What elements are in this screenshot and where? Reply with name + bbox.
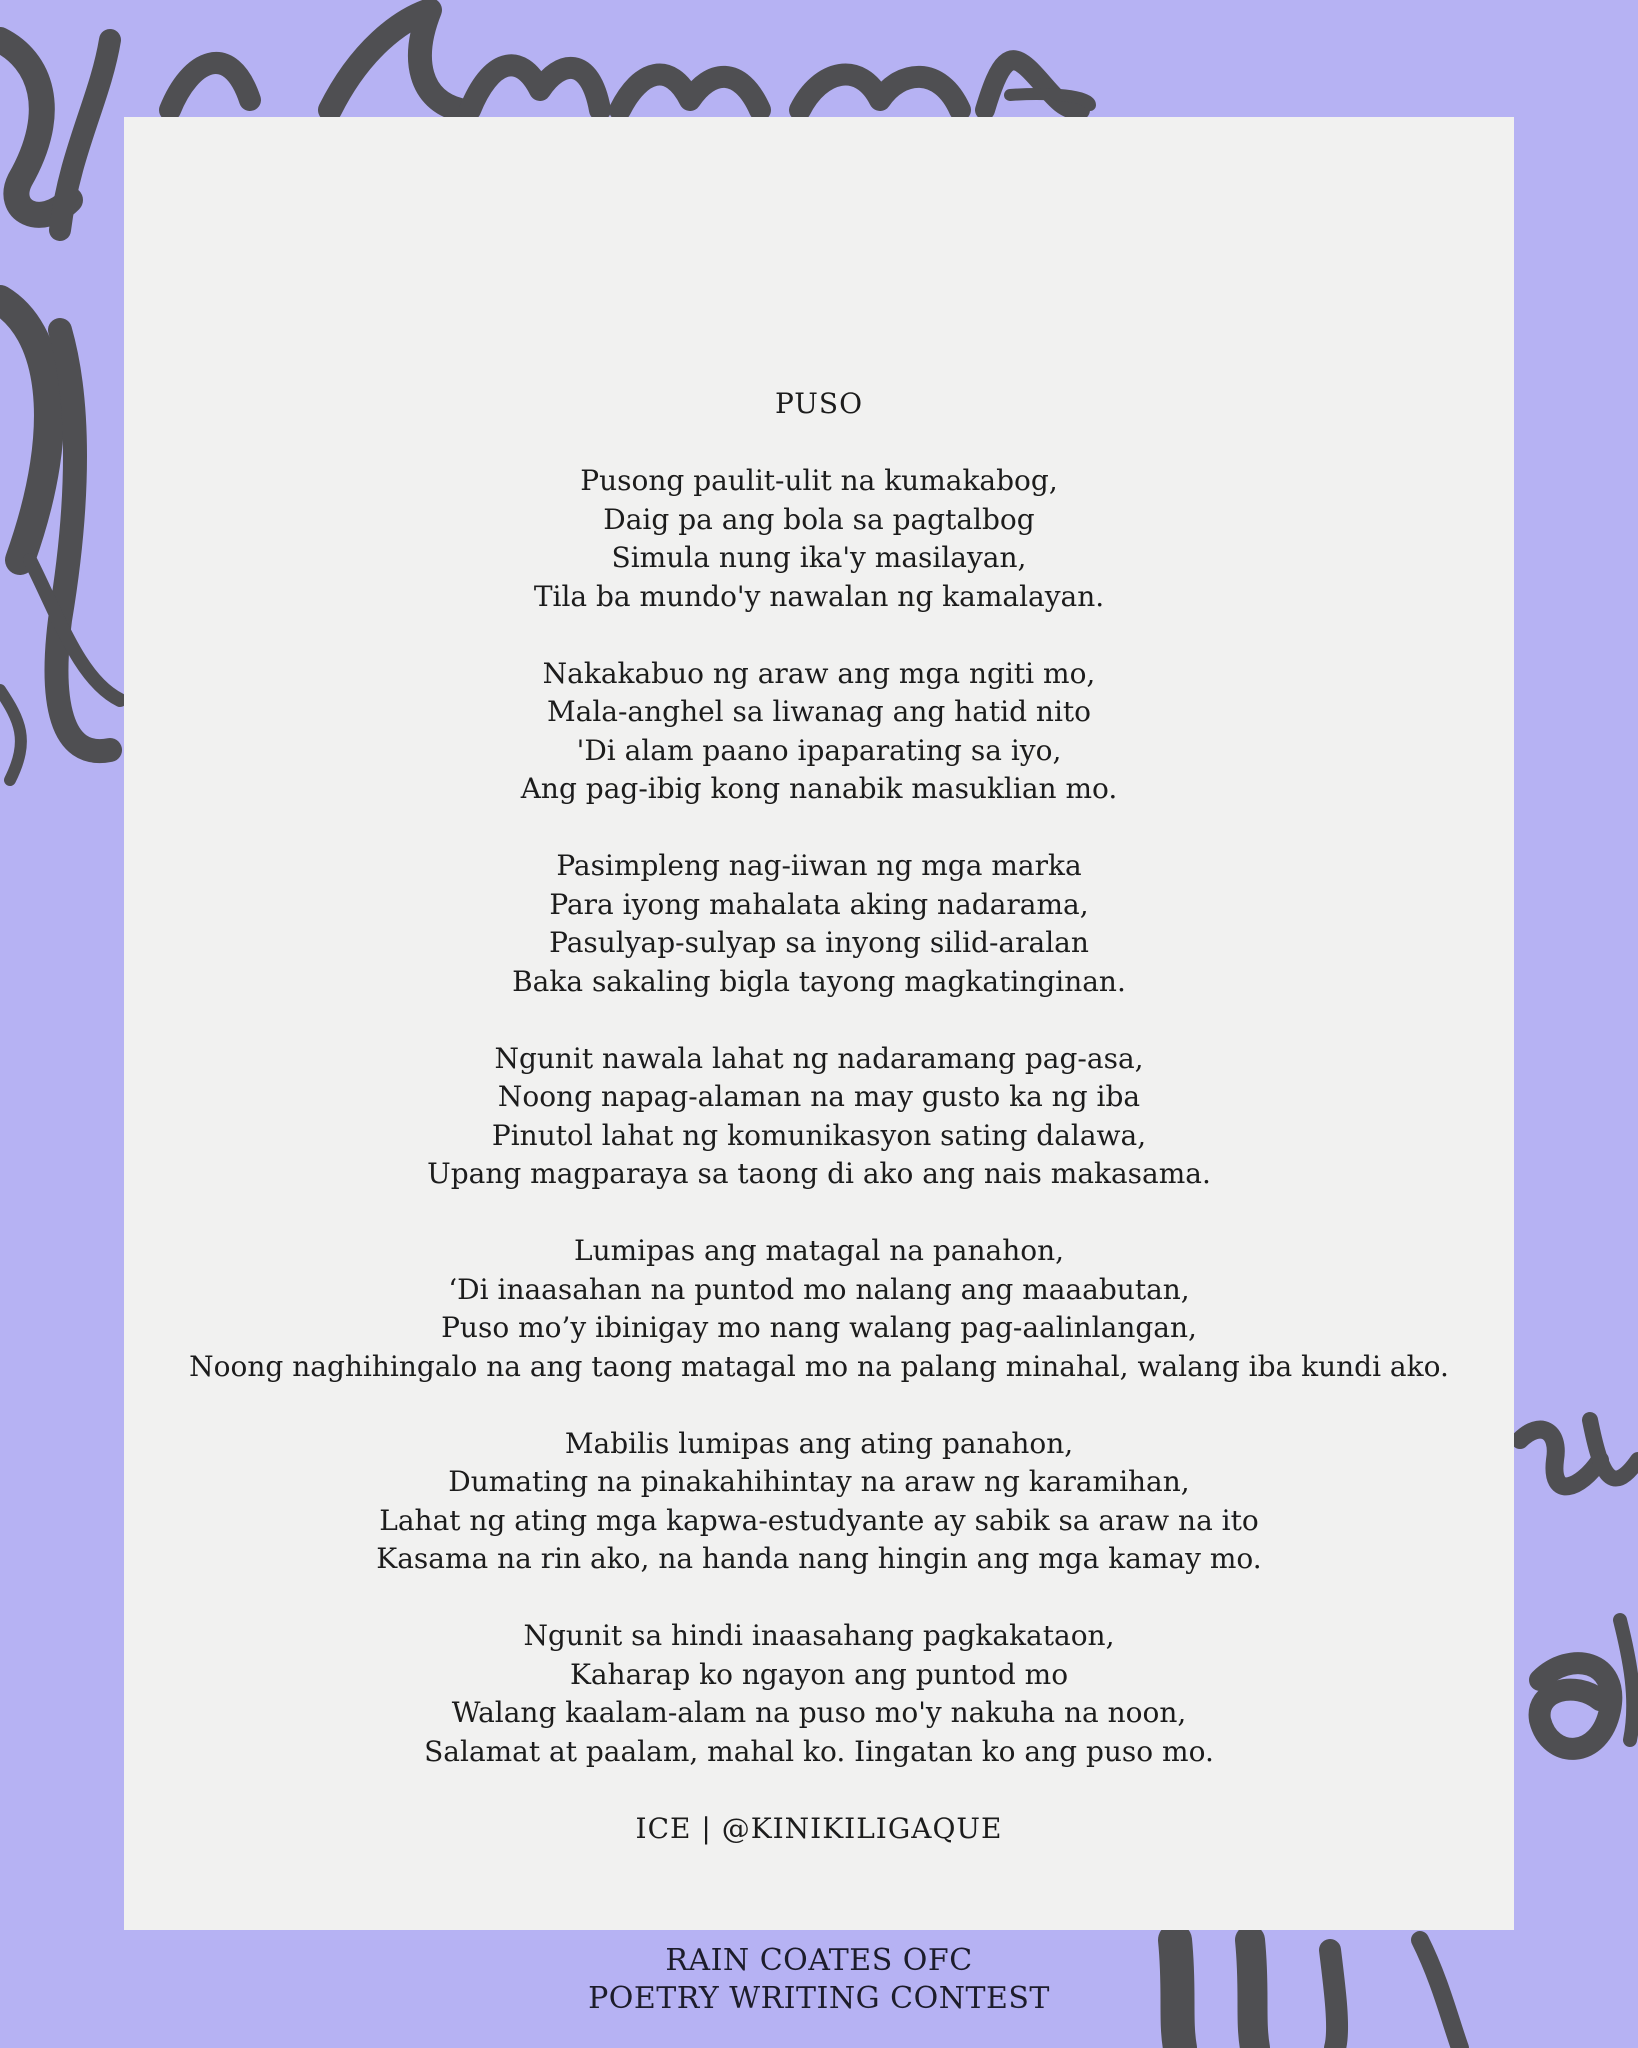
poem-paper [124,117,1514,1930]
poem-line: Simula nung ika'y masilayan, [611,541,1027,574]
poem-line: Ngunit nawala lahat ng nadaramang pag-asa, [494,1041,1144,1075]
poem-line: Kasama na rin ako, na handa nang hingin ang mga kamay mo. [376,1542,1262,1575]
stanza [124,1617,1514,1771]
stanza [124,462,1514,616]
poem-line: Pusong paulit-ulit na kumakabog, [580,464,1058,497]
poem-title: PUSO [774,387,864,420]
stanza [124,1425,1514,1579]
poem-line: Kaharap ko ngayon ang puntod mo [569,1657,1069,1691]
poem-line: Ang pag-ibig kong nanabik masuklian mo. [520,772,1118,805]
poem-line: ‘Di inaasahan na puntod mo nalang ang maaabutan, [448,1272,1190,1306]
poem-line: Walang kaalam-alam na puso mo'y nakuha na noon, [451,1696,1187,1729]
poem-line: Baka sakaling bigla tayong magkatinginan. [512,964,1126,998]
poem-line: Lahat ng ating mga kapwa-estudyante ay sabik sa araw na ito [379,1503,1259,1537]
poem-line: Mabilis lumipas ang ating panahon, [564,1426,1074,1460]
stanza [124,847,1514,1001]
poem-line: Para iyong mahalata aking nadarama, [549,887,1089,921]
poem-line: Salamat at paalam, mahal ko. Iingatan ko ang puso mo. [424,1734,1214,1768]
footer-line-org: RAIN COATES OFC [665,1943,973,1978]
stanza [124,1040,1514,1194]
footer-line-contest: POETRY WRITING CONTEST [588,1981,1050,2016]
poem-line: Mala-anghel sa liwanag ang hatid nito [546,695,1092,728]
poem-line: Noong naghihingalo na ang taong matagal mo na palang minahal, walang iba kundi ako. [189,1349,1449,1383]
poem-line: Lumipas ang matagal na panahon, [573,1234,1065,1267]
stanza [124,1232,1514,1386]
poem-line: Daig pa ang bola sa pagtalbog [603,502,1035,536]
poem-line: Nakakabuo ng araw ang mga ngiti mo, [542,656,1096,690]
author-signature: ICE | @KINIKILIGAQUE [635,1811,1003,1845]
poem-line: Upang magparaya sa taong di ako ang nais makasama. [427,1157,1211,1190]
poem-line: Ngunit sa hindi inaasahang pagkakataon, [523,1619,1115,1652]
poem-line: Noong napag-alaman na may gusto ka ng iba [497,1080,1141,1113]
poem-line: Pasimpleng nag-iiwan ng mga marka [556,849,1082,882]
poem-line: 'Di alam paano ipaparating sa iyo, [576,733,1062,767]
poem-line: Pasulyap-sulyap sa inyong silid-aralan [549,926,1089,959]
contest-footer [0,1942,1638,2018]
poem [124,385,1514,1848]
poem-line: Tila ba mundo'y nawalan ng kamalayan. [533,579,1105,613]
poem-line: Dumating na pinakahihintay na araw ng karamihan, [448,1465,1190,1498]
stanza [124,655,1514,809]
poem-line: Pinutol lahat ng komunikasyon sating dalawa, [491,1118,1147,1152]
poem-line: Puso mo’y ibinigay mo nang walang pag-aalinlangan, [441,1311,1197,1344]
